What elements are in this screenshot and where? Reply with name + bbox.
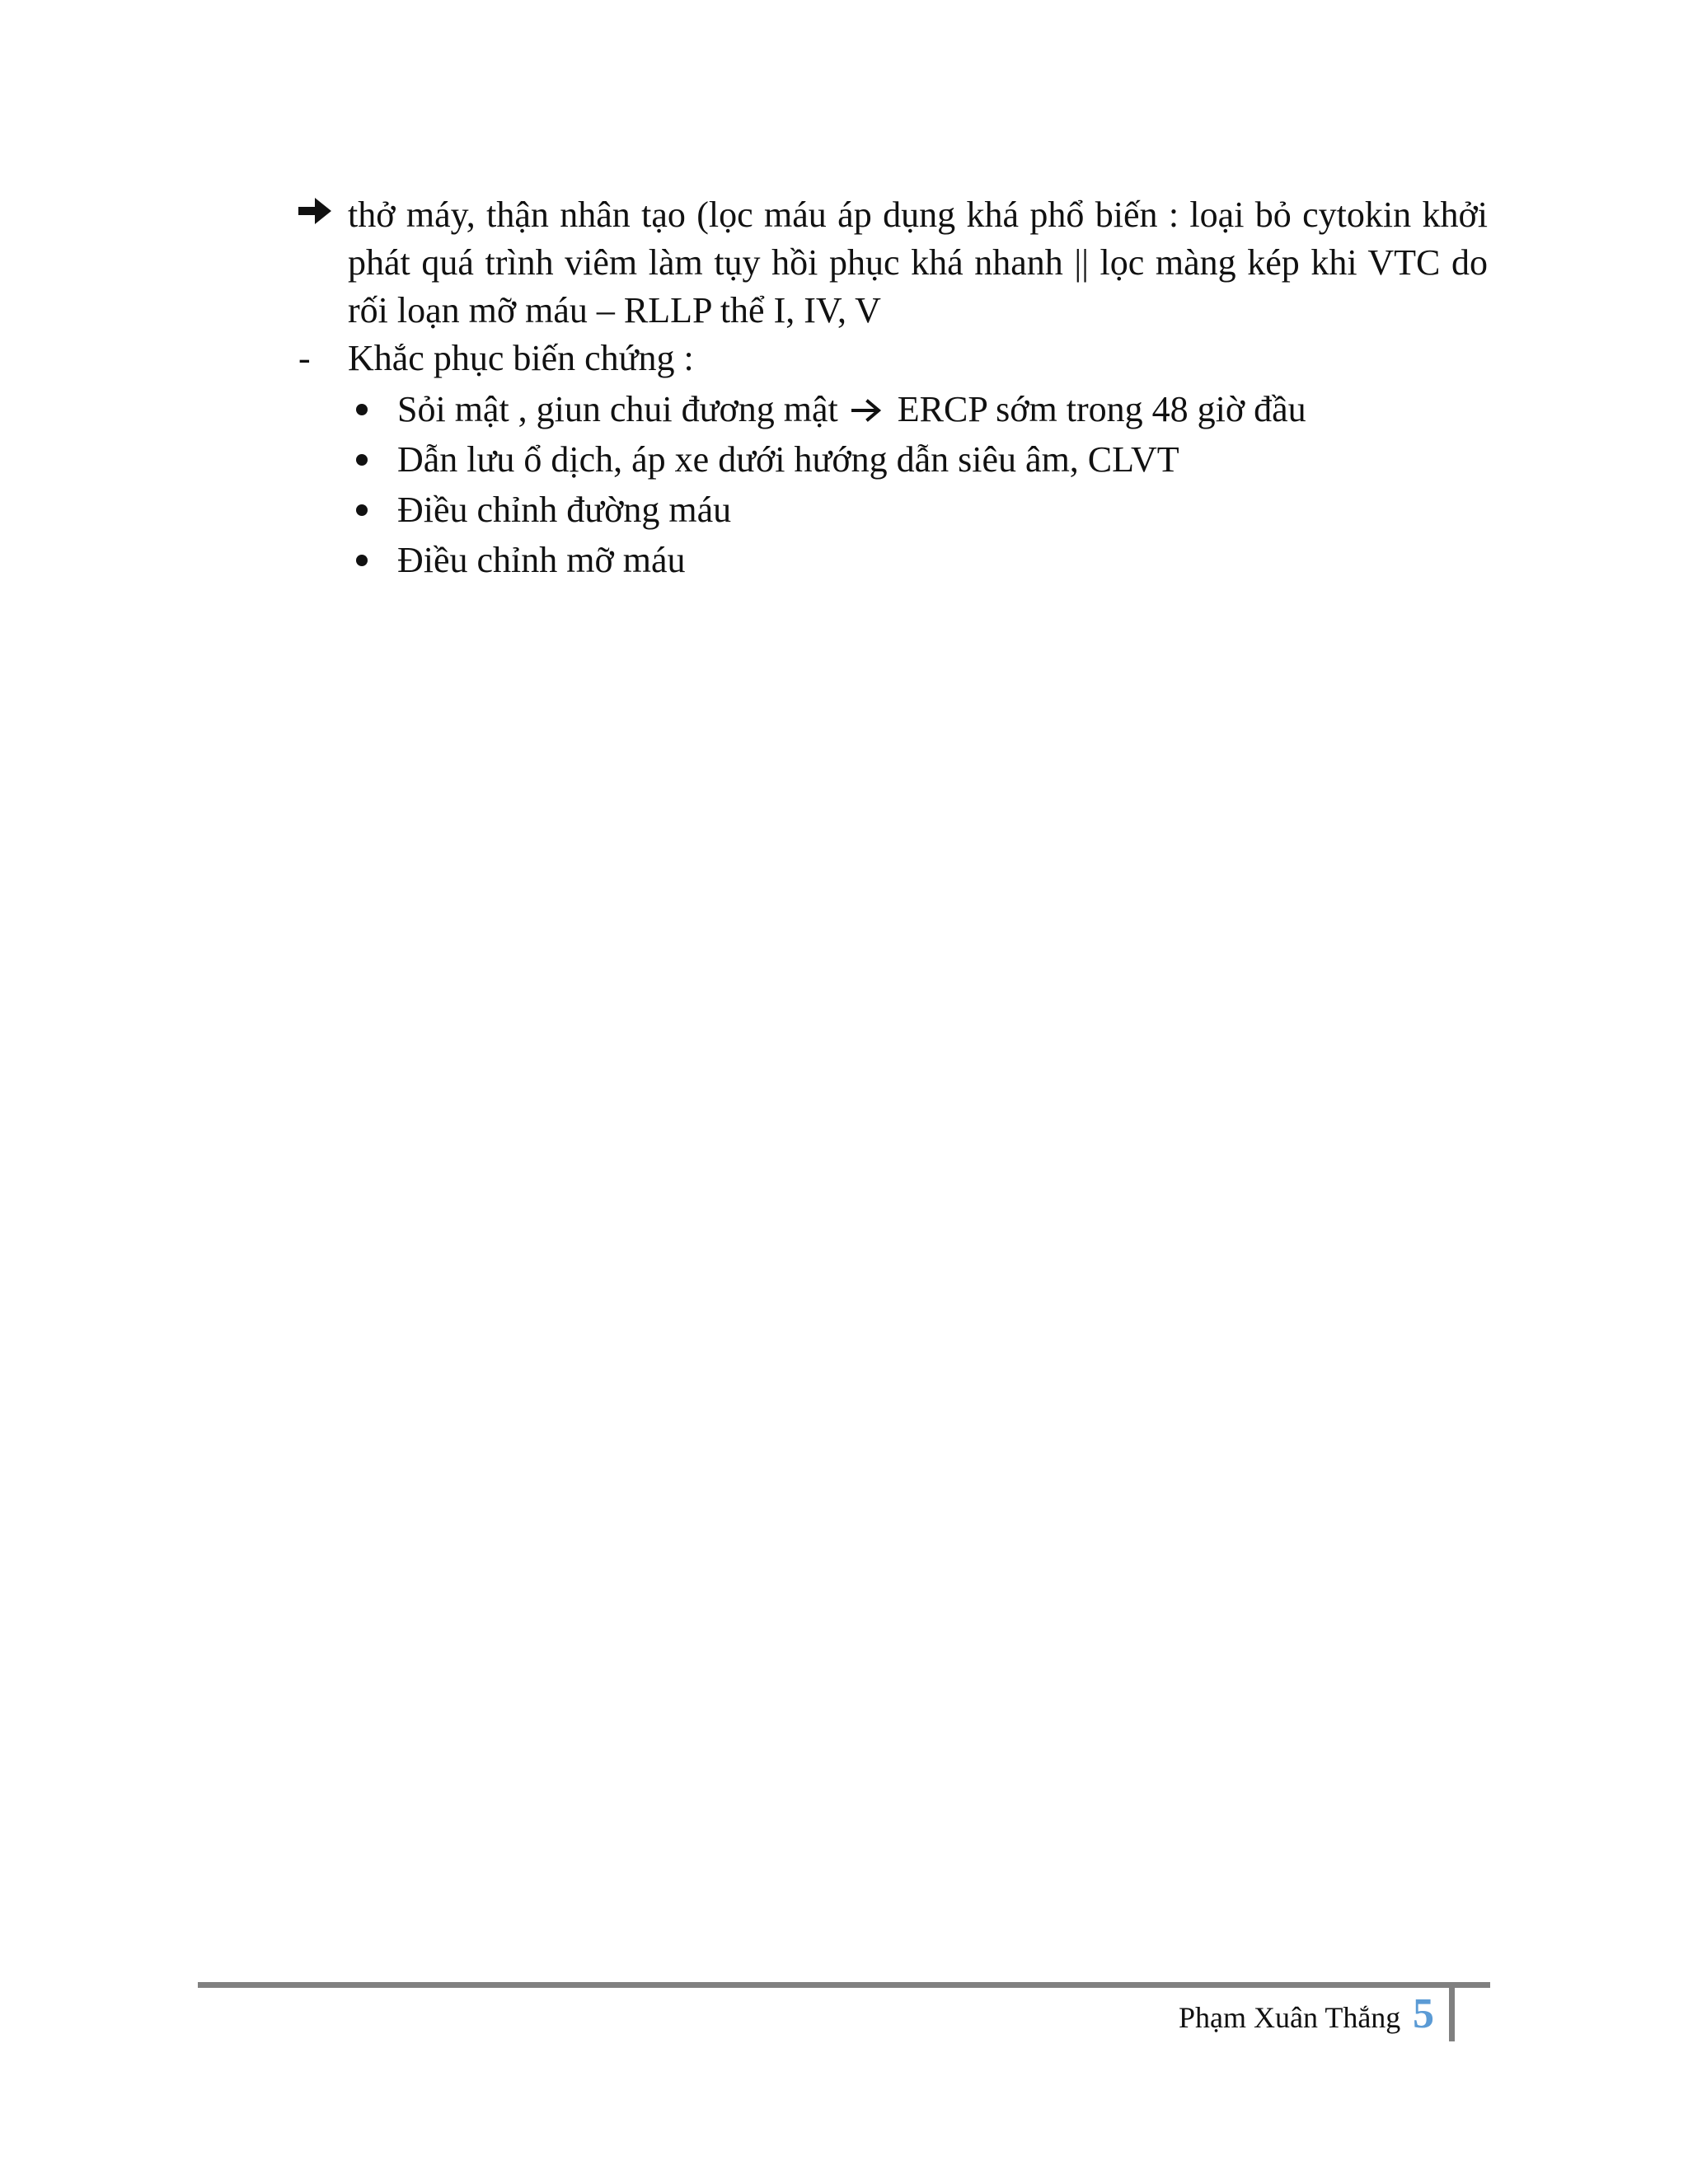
bullet-icon: [356, 454, 368, 466]
list-item-text: ERCP sớm trong 48 giờ đầu: [897, 389, 1306, 429]
list-item: [397, 384, 1488, 434]
list-item: [397, 535, 1488, 585]
arrow-paragraph: [297, 191, 1488, 335]
list-item-text: Điều chỉnh mỡ máu: [397, 540, 686, 580]
page-content: [297, 191, 1488, 585]
complications-heading: Khắc phục biến chứng :: [348, 338, 694, 378]
dash-marker: -: [298, 338, 311, 378]
footer-author: Phạm Xuân Thắng: [1179, 2001, 1401, 2034]
complications-heading-item: [297, 335, 1488, 382]
list-item-text: Sỏi mật , giun chui đương mật: [397, 389, 838, 429]
complications-list: [297, 384, 1488, 585]
list-item-text: Điều chỉnh đường máu: [397, 490, 732, 530]
page-number: 5: [1413, 1990, 1434, 2037]
bullet-icon: [356, 504, 368, 516]
list-item: [397, 485, 1488, 535]
bullet-icon: [356, 404, 368, 415]
list-item: [397, 434, 1488, 485]
footer-divider: [1449, 1982, 1455, 2041]
bullet-icon: [356, 555, 368, 566]
footer-rule: [198, 1982, 1490, 1988]
right-arrow-icon: [297, 193, 336, 232]
list-item-text: Dẫn lưu ổ dịch, áp xe dưới hướng dẫn siêu âm, CLVT: [397, 439, 1179, 480]
right-arrow-icon: [851, 397, 884, 424]
arrow-paragraph-text: thở máy, thận nhân tạo (lọc máu áp dụng khá phổ biến : loại bỏ cytokin khởi phát quá trình viêm làm tụy hồi phục khá nhanh || lọc màng kép khi VTC do rối loạn mỡ máu – RLLP thể I, IV, V: [348, 194, 1488, 330]
